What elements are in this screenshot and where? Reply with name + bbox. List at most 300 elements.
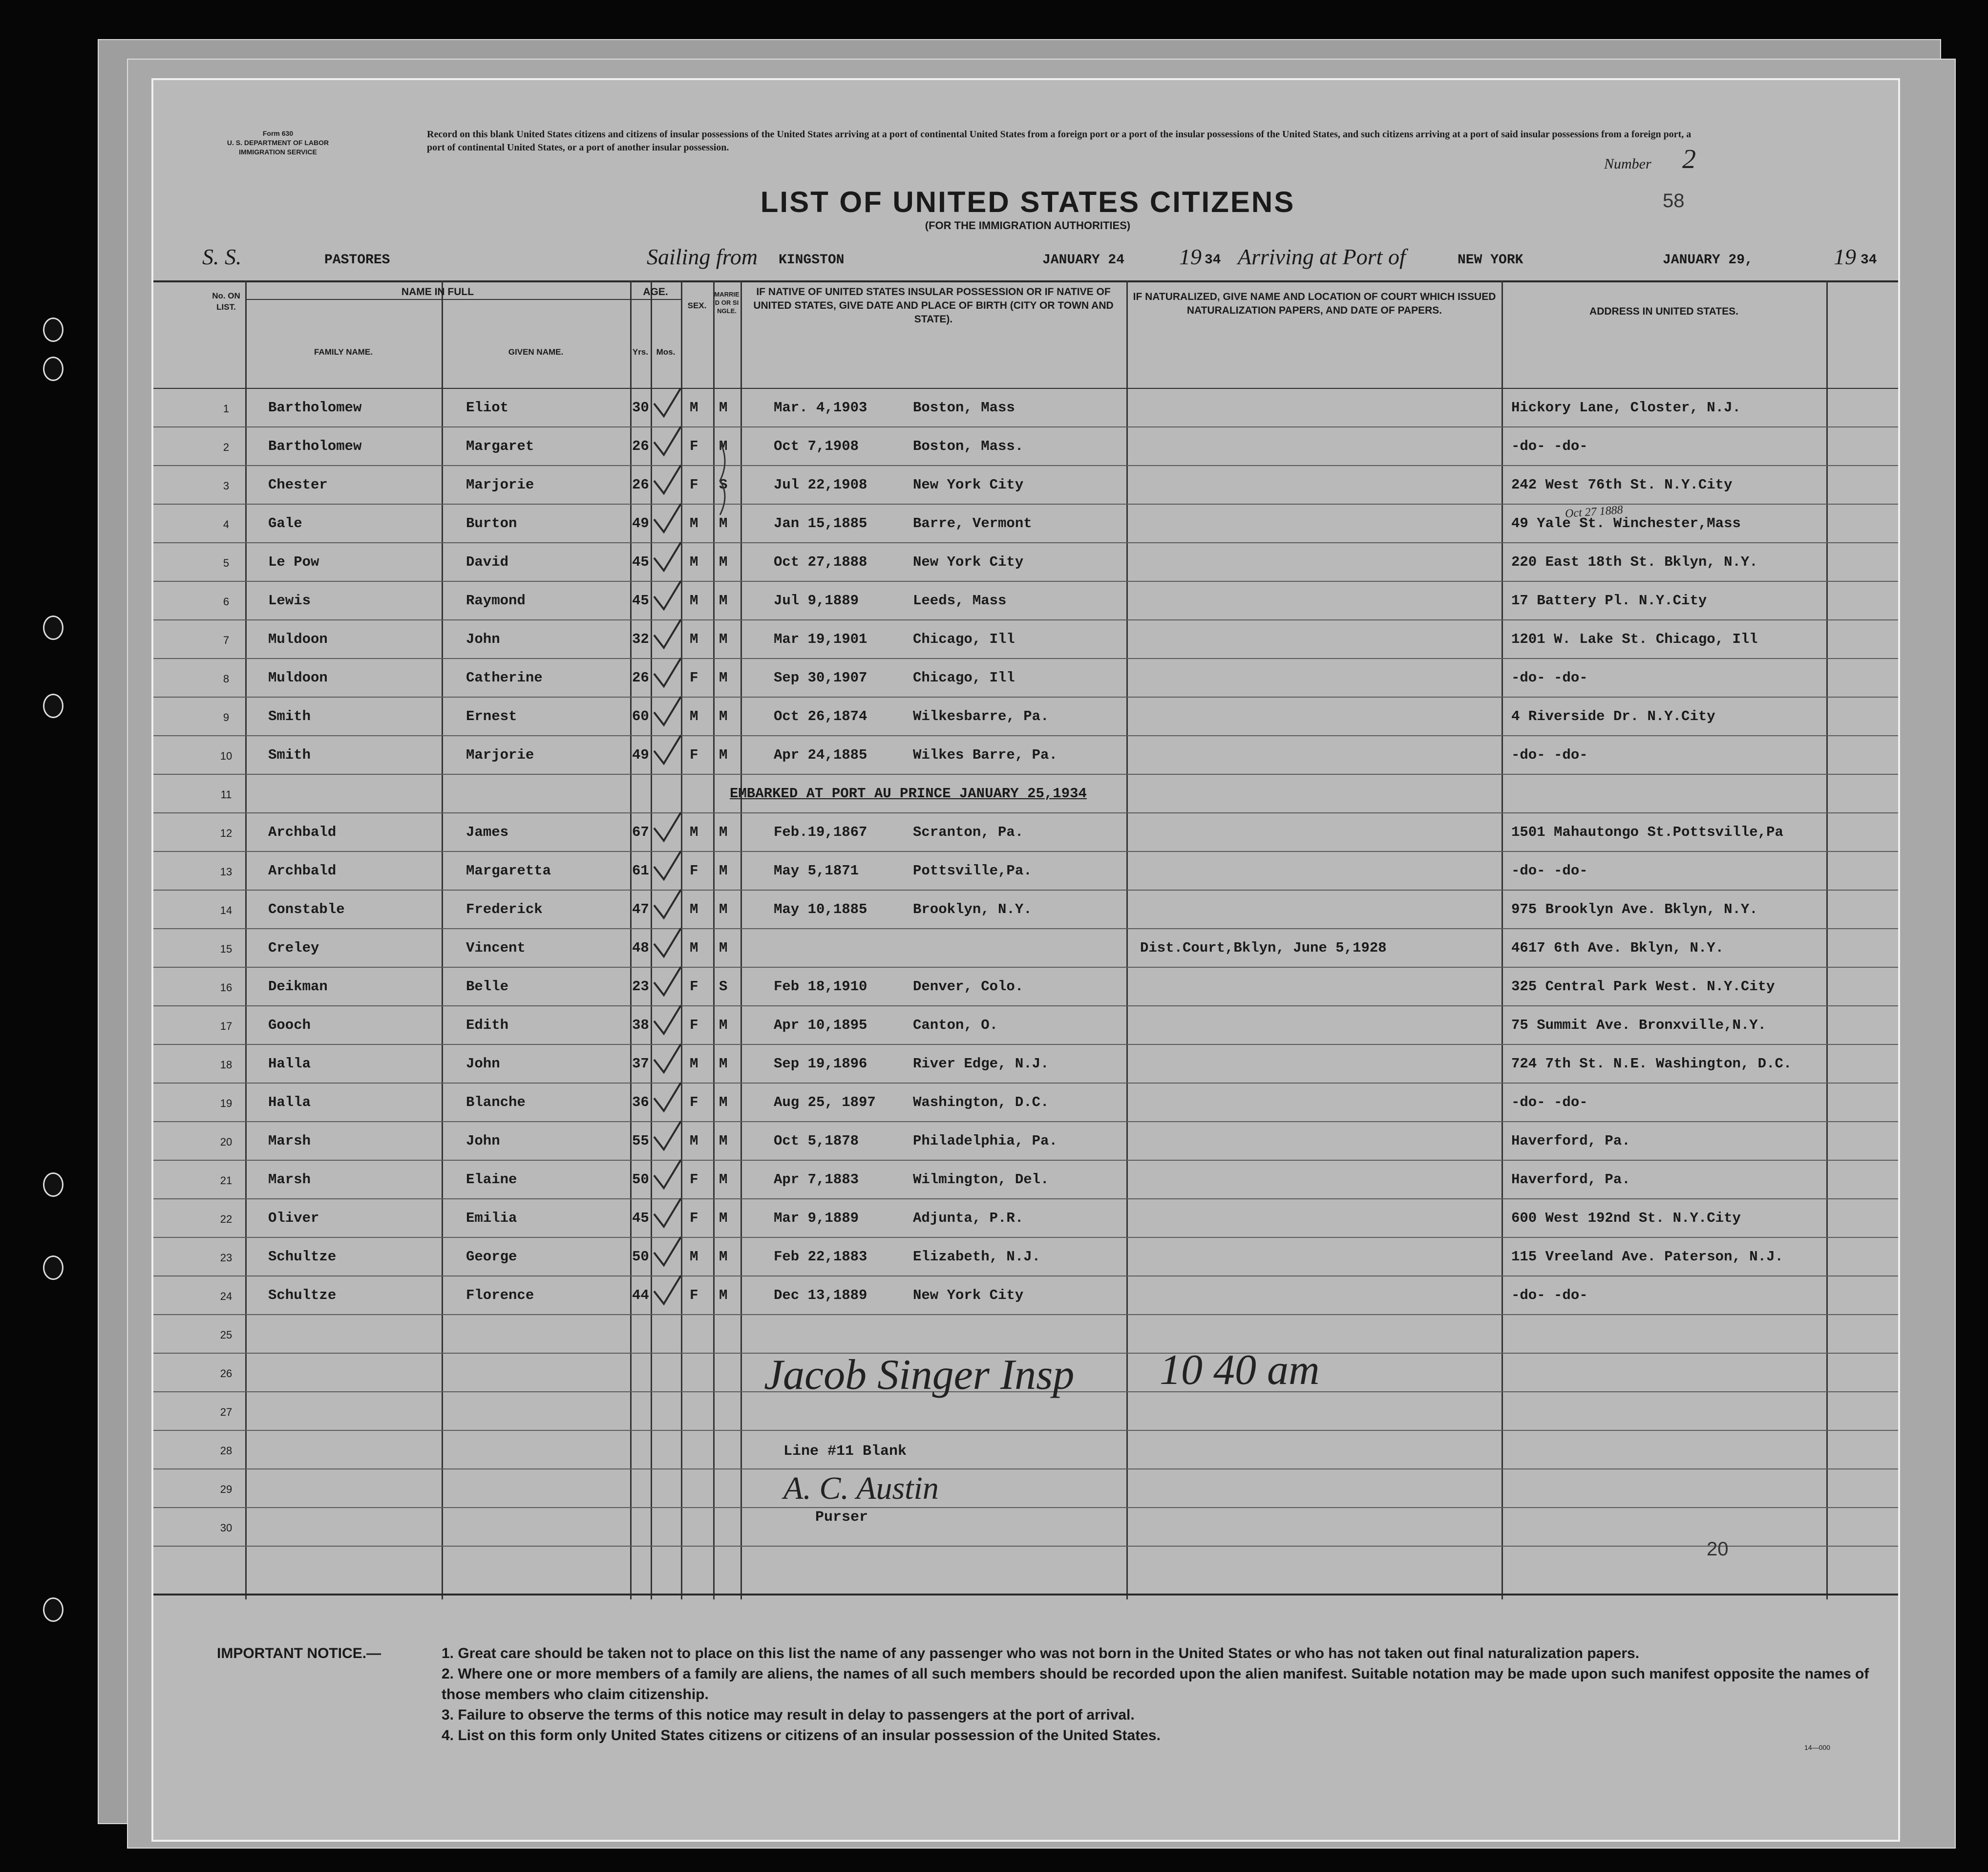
inspection-time: 10 40 am [1160, 1346, 1320, 1394]
checkmark [654, 697, 681, 725]
cell-no: 8 [223, 673, 230, 685]
page-count: 20 [1707, 1538, 1729, 1560]
cell-ms: M [719, 824, 728, 840]
document-page [151, 78, 1900, 1842]
cell-given: Elaine [466, 1171, 517, 1188]
departure-port: KINGSTON [779, 253, 845, 268]
table-row [153, 1508, 1900, 1547]
cell-no: 25 [220, 1329, 233, 1341]
cell-age: 26 [632, 438, 649, 454]
table-row [153, 1006, 1900, 1045]
cell-sex: F [690, 670, 698, 686]
cell-age: 48 [632, 940, 649, 956]
checkmark [654, 658, 681, 686]
cell-sex: M [690, 593, 698, 609]
header-name-in-full: NAME IN FULL [245, 285, 630, 300]
cell-no: 26 [220, 1367, 233, 1380]
cell-family: Muldoon [268, 631, 328, 647]
cell-birth-date: Jul 22,1908 [774, 477, 867, 493]
checkmark [654, 890, 681, 918]
cell-no: 4 [223, 518, 230, 531]
page-subtitle: (FOR THE IMMIGRATION AUTHORITIES) [925, 219, 1131, 232]
cell-age: 44 [632, 1287, 649, 1303]
cell-birth-date: May 10,1885 [774, 901, 867, 917]
table-row [153, 698, 1900, 736]
cell-no: 11 [220, 788, 232, 801]
cell-address: -do- -do- [1511, 1287, 1588, 1303]
notice-item: 2. Where one or more members of a family are aliens, the names of all such members should be recorded upon the alien manifest. Suitable notation may be made upon such manifest opposite the names of those members who claim citizenship. [442, 1666, 1869, 1702]
cell-birth-place: Chicago, Ill [913, 631, 1015, 647]
table-row [153, 543, 1900, 582]
cell-birth-date: Oct 5,1878 [774, 1133, 859, 1149]
cell-sex: M [690, 1249, 698, 1265]
cell-sex: M [690, 631, 698, 647]
header-age: AGE. [630, 285, 681, 300]
cell-ms: M [719, 515, 728, 532]
cell-family: Schultze [268, 1249, 337, 1265]
departure-year: 34 [1205, 253, 1221, 268]
cell-birth-date: Jul 9,1889 [774, 593, 859, 609]
table-row [153, 659, 1900, 698]
cell-birth-date: Oct 26,1874 [774, 708, 867, 724]
checkmark [654, 619, 681, 648]
cell-address: 242 West 76th St. N.Y.City [1511, 477, 1733, 493]
table-row [153, 852, 1900, 891]
cell-sex: F [690, 863, 698, 879]
cell-birth-date: Feb 18,1910 [774, 979, 867, 995]
cell-family: Halla [268, 1094, 311, 1110]
cell-family: Smith [268, 708, 311, 724]
cell-family: Bartholomew [268, 438, 362, 454]
citizens-table [153, 280, 1900, 1599]
notice-label: IMPORTANT NOTICE.— [217, 1645, 381, 1661]
table-row [153, 736, 1900, 775]
cell-ms: M [719, 1249, 728, 1265]
table-row [153, 1315, 1900, 1354]
cell-birth-date: Sep 30,1907 [774, 670, 867, 686]
cell-family: Archbald [268, 863, 337, 879]
cell-given: James [466, 824, 509, 840]
header-married-single: MARRIED OR SINGLE. [714, 291, 740, 315]
ship-name: PASTORES [324, 253, 390, 268]
cell-birth-place: Boston, Mass. [913, 438, 1024, 454]
cell-sex: M [690, 1133, 698, 1149]
cell-family: Marsh [268, 1171, 311, 1188]
checkmark [654, 1276, 681, 1304]
cell-sex: F [690, 1287, 698, 1303]
cell-birth-date: Mar 19,1901 [774, 631, 867, 647]
cell-address: -do- -do- [1511, 747, 1588, 763]
binder-hole [43, 357, 63, 381]
cell-given: Emilia [466, 1210, 517, 1226]
cell-ms: M [719, 670, 728, 686]
page-title: LIST OF UNITED STATES CITIZENS [760, 186, 1295, 218]
checkmark [654, 465, 681, 493]
checkmark [654, 426, 681, 455]
cell-given: Vincent [466, 940, 526, 956]
cell-address: 600 West 192nd St. N.Y.City [1511, 1210, 1741, 1226]
arriving-label: Arriving at Port of [1238, 244, 1406, 269]
header-family-name: FAMILY NAME. [314, 347, 373, 357]
cell-birth-date: Sep 19,1896 [774, 1056, 867, 1072]
department: U. S. DEPARTMENT OF LABOR [227, 139, 329, 147]
form-number: Form 630 [262, 129, 294, 137]
cell-ms: M [719, 554, 728, 570]
cell-no: 10 [220, 750, 233, 762]
cell-ms: M [719, 1094, 728, 1110]
table-bottom-rule [153, 1594, 1898, 1595]
cell-address: 4 Riverside Dr. N.Y.City [1511, 708, 1715, 724]
cell-address: -do- -do- [1511, 1094, 1588, 1110]
cell-birth-date: Aug 25, 1897 [774, 1094, 876, 1110]
cell-ms: M [719, 1287, 728, 1303]
cell-birth-date: Mar. 4,1903 [774, 400, 867, 416]
cell-no: 28 [220, 1445, 233, 1457]
cell-sex: M [690, 901, 698, 917]
cell-birth-place: New York City [913, 554, 1024, 570]
arrival-year: 34 [1861, 253, 1877, 268]
cell-no: 3 [223, 480, 230, 492]
cell-family: Le Pow [268, 554, 319, 570]
cell-given: David [466, 554, 509, 570]
arrival-date: JANUARY 29, [1663, 253, 1753, 268]
cell-family: Chester [268, 477, 328, 493]
checkmark [654, 542, 681, 571]
cell-birth-place: Barre, Vermont [913, 515, 1032, 532]
cell-age: 32 [632, 631, 649, 647]
cell-given: Eliot [466, 400, 509, 416]
cell-age: 50 [632, 1249, 649, 1265]
cell-sex: F [690, 477, 698, 493]
inspector-signature: Jacob Singer Insp [764, 1351, 1075, 1399]
cell-no: 15 [220, 943, 233, 955]
header-naturalized: IF NATURALIZED, GIVE NAME AND LOCATION OF COURT WHICH ISSUED NATURALIZATION PAPERS, AND DATE OF PAPERS. [1133, 291, 1496, 316]
purser-signature: A. C. Austin [783, 1470, 939, 1506]
cell-ms: M [719, 593, 728, 609]
cell-age: 49 [632, 515, 649, 532]
binder-hole [43, 694, 63, 718]
departure-date: JANUARY 24 [1042, 253, 1125, 268]
departure-year-prefix: 19 [1179, 244, 1202, 269]
cell-address: 17 Battery Pl. N.Y.City [1511, 593, 1707, 609]
table-row [153, 1276, 1900, 1315]
cell-family: Marsh [268, 1133, 311, 1149]
checkmark [654, 581, 681, 609]
notice-item: 4. List on this form only United States citizens or citizens of an insular possession of the United States. [442, 1727, 1161, 1744]
cell-birth-place: Boston, Mass [913, 400, 1015, 416]
cell-given: Edith [466, 1017, 509, 1033]
cell-ms: S [719, 477, 728, 493]
number-value: 2 [1682, 144, 1696, 174]
cell-birth-place: Adjunta, P.R. [913, 1210, 1024, 1226]
cell-birth-date: Feb 22,1883 [774, 1249, 867, 1265]
cell-given: Margaretta [466, 863, 551, 879]
cell-age: 38 [632, 1017, 649, 1033]
cell-no: 30 [220, 1522, 233, 1534]
table-row [153, 389, 1900, 427]
cell-ms: M [719, 1017, 728, 1033]
number-label: Number [1604, 156, 1651, 172]
cell-birth-date: Dec 13,1889 [774, 1287, 867, 1303]
cell-address: Haverford, Pa. [1511, 1171, 1630, 1188]
cell-ms: M [719, 1133, 728, 1149]
checkmark [654, 1121, 681, 1149]
checkmark [654, 1198, 681, 1227]
cell-ms: M [719, 1056, 728, 1072]
cell-age: 55 [632, 1133, 649, 1149]
cell-no: 21 [220, 1174, 233, 1187]
cell-given: Belle [466, 979, 509, 995]
cell-birth-date: Oct 7,1908 [774, 438, 859, 454]
cell-family: Gooch [268, 1017, 311, 1033]
cell-address: 1501 Mahautongo St.Pottsville,Pa [1511, 824, 1783, 840]
cell-address: 49 Yale St. Winchester,Mass [1511, 515, 1741, 532]
cell-address: -do- -do- [1511, 670, 1588, 686]
cell-birth-place: Philadelphia, Pa. [913, 1133, 1057, 1149]
cell-age: 60 [632, 708, 649, 724]
cell-given: Ernest [466, 708, 517, 724]
cell-address: 975 Brooklyn Ave. Bklyn, N.Y. [1511, 901, 1758, 917]
cell-sex: F [690, 1017, 698, 1033]
cell-no: 7 [223, 634, 230, 646]
arrival-port: NEW YORK [1458, 253, 1523, 268]
cell-ms: M [719, 901, 728, 917]
cell-no: 1 [223, 403, 230, 415]
cell-birth-date: Apr 10,1895 [774, 1017, 867, 1033]
cell-no: 12 [220, 827, 233, 839]
notice-item: 3. Failure to observe the terms of this notice may result in delay to passengers at the port of arrival. [442, 1707, 1135, 1723]
cell-birth-date: May 5,1871 [774, 863, 859, 879]
cell-sex: F [690, 979, 698, 995]
service: IMMIGRATION SERVICE [239, 148, 317, 156]
cell-birth-date: Oct 27,1888 [774, 554, 867, 570]
cell-family: Archbald [268, 824, 337, 840]
cell-family: Smith [268, 747, 311, 763]
cell-age: 30 [632, 400, 649, 416]
header-given-name: GIVEN NAME. [508, 347, 564, 357]
cell-address: Hickory Lane, Closter, N.J. [1511, 400, 1741, 416]
binder-hole [43, 1172, 63, 1197]
cell-address: 724 7th St. N.E. Washington, D.C. [1511, 1056, 1792, 1072]
cell-no: 22 [220, 1213, 233, 1225]
binder-hole [43, 616, 63, 640]
cell-birth-place: River Edge, N.J. [913, 1056, 1049, 1072]
checkmark [654, 928, 681, 957]
embarked-note: EMBARKED AT PORT AU PRINCE JANUARY 25,1934 [730, 786, 1087, 802]
cell-no: 14 [220, 904, 233, 916]
cell-address: 75 Summit Ave. Bronxville,N.Y. [1511, 1017, 1767, 1033]
table-row [153, 620, 1900, 659]
checkmark [654, 388, 681, 416]
sailing-from-label: Sailing from [647, 244, 758, 269]
header-no-on-list: No. ON LIST. [212, 291, 240, 312]
table-row [153, 968, 1900, 1006]
table-row [153, 813, 1900, 852]
table-row [153, 466, 1900, 505]
cell-birth-place: Washington, D.C. [913, 1094, 1049, 1110]
checkmark [654, 1237, 681, 1265]
cell-birth-place: New York City [913, 477, 1024, 493]
cell-given: John [466, 631, 500, 647]
checkmark [654, 1160, 681, 1188]
cell-birth-place: Brooklyn, N.Y. [913, 901, 1032, 917]
family-bracket [715, 442, 744, 588]
cell-no: 13 [220, 866, 233, 878]
form-identifier [217, 129, 339, 157]
checkmark [654, 812, 681, 841]
cell-birth-date: Apr 24,1885 [774, 747, 867, 763]
cell-family: Oliver [268, 1210, 319, 1226]
cell-no: 2 [223, 441, 230, 453]
cell-given: George [466, 1249, 517, 1265]
cell-no: 29 [220, 1483, 233, 1495]
cell-ms: M [719, 1210, 728, 1226]
cell-address: 1201 W. Lake St. Chicago, Ill [1511, 631, 1758, 647]
cell-address: 220 East 18th St. Bklyn, N.Y. [1511, 554, 1758, 570]
cell-sex: F [690, 1094, 698, 1110]
cell-age: 26 [632, 670, 649, 686]
cell-sex: F [690, 1171, 698, 1188]
cell-given: Frederick [466, 901, 543, 917]
cell-age: 61 [632, 863, 649, 879]
cell-ms: M [719, 863, 728, 879]
cell-ms: M [719, 1171, 728, 1188]
cell-family: Constable [268, 901, 345, 917]
birth-annotation: Oct 27 1888 [1565, 503, 1624, 521]
cell-ms: M [719, 747, 728, 763]
cell-birth-place: Leeds, Mass [913, 593, 1007, 609]
cell-sex: M [690, 824, 698, 840]
cell-age: 47 [632, 901, 649, 917]
cell-birth-date: Jan 15,1885 [774, 515, 867, 532]
table-row [153, 427, 1900, 466]
table-row [153, 891, 1900, 929]
notice-item: 1. Great care should be taken not to place on this list the name of any passenger who was not born in the United States or who has not taken out final naturalization papers. [442, 1645, 1640, 1661]
line-blank-note: Line #11 Blank [783, 1443, 907, 1460]
cell-no: 9 [223, 711, 230, 723]
record-instructions: Record on this blank United States citizens and citizens of insular possessions of the United States arriving at a port of continental United States from a foreign port or a port of the insular possessions of the United States, and such citizens arriving at a port of said insular possessions from a foreign port, a port of continental United States, or a port of another insular possession. [427, 129, 1692, 153]
table-row [153, 1238, 1900, 1276]
table-row [153, 1122, 1900, 1161]
cell-birth-place: Wilmington, Del. [913, 1171, 1049, 1188]
cell-sex: F [690, 747, 698, 763]
cell-family: Creley [268, 940, 319, 956]
cell-given: Raymond [466, 593, 526, 609]
cell-birth-place: Wilkes Barre, Pa. [913, 747, 1057, 763]
header-sex: SEX. [687, 301, 707, 310]
cell-birth-date: Apr 7,1883 [774, 1171, 859, 1188]
cell-no: 5 [223, 557, 230, 569]
cell-age: 26 [632, 477, 649, 493]
cell-birth-place: Scranton, Pa. [913, 824, 1024, 840]
cell-no: 19 [220, 1097, 233, 1109]
binder-hole [43, 318, 63, 342]
header-birth: IF NATIVE OF UNITED STATES INSULAR POSSESSION OR IF NATIVE OF UNITED STATES, GIVE DATE AND PLACE OF BIRTH (CITY OR TOWN AND STATE). [753, 286, 1114, 325]
cell-given: Blanche [466, 1094, 526, 1110]
table-row [153, 1469, 1900, 1508]
cell-sex: M [690, 400, 698, 416]
table-row [153, 1161, 1900, 1199]
cell-no: 27 [220, 1406, 233, 1418]
cell-birth-place: Denver, Colo. [913, 979, 1024, 995]
sailing-line [202, 244, 1897, 283]
checkmark [654, 735, 681, 764]
cell-age: 36 [632, 1094, 649, 1110]
cell-age: 49 [632, 747, 649, 763]
cell-no: 20 [220, 1136, 233, 1148]
cell-age: 45 [632, 1210, 649, 1226]
binder-hole [43, 1255, 63, 1280]
cell-sex: M [690, 708, 698, 724]
cell-no: 16 [220, 981, 233, 994]
cell-age: 67 [632, 824, 649, 840]
cell-sex: F [690, 438, 698, 454]
cell-address: 325 Central Park West. N.Y.City [1511, 979, 1775, 995]
cell-family: Bartholomew [268, 400, 362, 416]
cell-address: 4617 6th Ave. Bklyn, N.Y. [1511, 940, 1724, 956]
cell-no: 24 [220, 1290, 233, 1302]
cell-ms: M [719, 708, 728, 724]
cell-no: 6 [223, 596, 230, 608]
cell-birth-place: New York City [913, 1287, 1024, 1303]
table-row [153, 1045, 1900, 1084]
cell-sex: M [690, 1056, 698, 1072]
cell-sex: F [690, 1210, 698, 1226]
cell-ms: M [719, 940, 728, 956]
notice-items [442, 1643, 1878, 1746]
cell-sex: M [690, 554, 698, 570]
cell-address: -do- -do- [1511, 438, 1588, 454]
cell-age: 23 [632, 979, 649, 995]
cell-family: Deikman [268, 979, 328, 995]
cell-given: Catherine [466, 670, 543, 686]
checkmark [654, 1005, 681, 1034]
cell-age: 45 [632, 593, 649, 609]
cell-family: Halla [268, 1056, 311, 1072]
ss-label: S. S. [202, 244, 242, 269]
cell-given: Burton [466, 515, 517, 532]
table-top-rule [153, 280, 1900, 282]
footer-code: 14—000 [1804, 1744, 1830, 1751]
cell-given: John [466, 1133, 500, 1149]
cell-birth-date: Mar 9,1889 [774, 1210, 859, 1226]
cell-address: 115 Vreeland Ave. Paterson, N.J. [1511, 1249, 1783, 1265]
arrival-year-prefix: 19 [1834, 244, 1856, 269]
cell-no: 17 [220, 1020, 233, 1032]
cell-age: 50 [632, 1171, 649, 1188]
cell-address: -do- -do- [1511, 863, 1588, 879]
cell-given: Marjorie [466, 747, 534, 763]
table-row [153, 582, 1900, 620]
cell-given: Marjorie [466, 477, 534, 493]
cell-family: Lewis [268, 593, 311, 609]
cell-birth-place: Pottsville,Pa. [913, 863, 1032, 879]
cell-sex: M [690, 940, 698, 956]
checkmark [654, 1044, 681, 1072]
cell-given: Margaret [466, 438, 534, 454]
cell-age: 37 [632, 1056, 649, 1072]
cell-birth-place: Chicago, Ill [913, 670, 1015, 686]
checkmark [654, 967, 681, 995]
checkmark [654, 504, 681, 532]
cell-birth-place: Elizabeth, N.J. [913, 1249, 1041, 1265]
cell-no: 18 [220, 1059, 233, 1071]
cell-family: Schultze [268, 1287, 337, 1303]
sheet-number: 58 [1663, 190, 1685, 212]
table-row [153, 505, 1900, 543]
purser-label: Purser [815, 1509, 868, 1526]
cell-no: 23 [220, 1252, 233, 1264]
